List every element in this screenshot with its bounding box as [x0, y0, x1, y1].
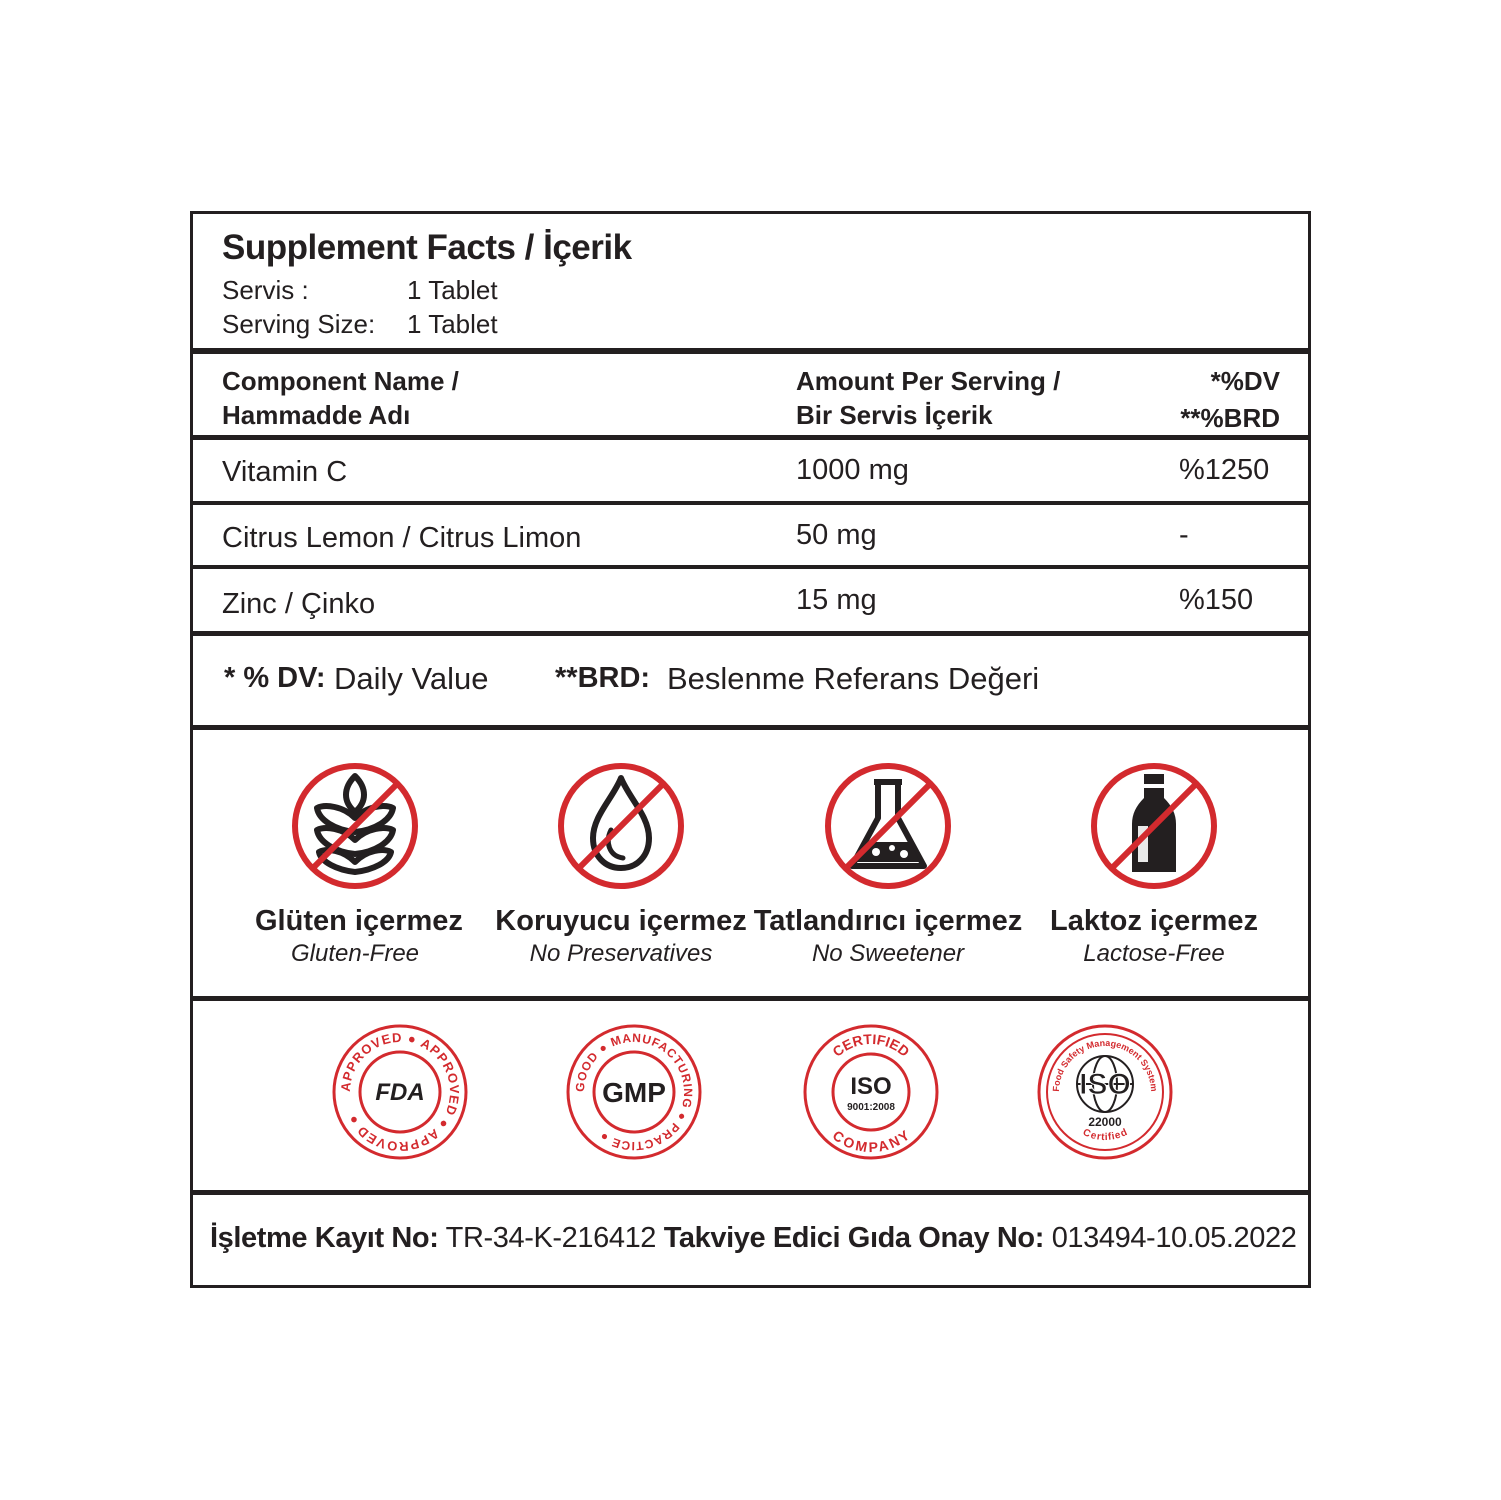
- row-citrus-lemon-amount: 50 mg: [796, 519, 877, 551]
- lactose-free-label-en: Lactose-Free: [1083, 940, 1225, 967]
- registration-line: [210, 1224, 1296, 1253]
- row-vitamin-c-dv: %1250: [1179, 454, 1270, 486]
- no-sweetener-label-en: No Sweetener: [811, 940, 965, 967]
- divider: [193, 1190, 1308, 1195]
- svg-text:GMP: GMP: [602, 1077, 666, 1108]
- footnote-brd-key: **BRD:: [555, 662, 651, 694]
- col-header-brd: **%BRD: [1180, 403, 1280, 433]
- svg-text:22000: 22000: [1088, 1115, 1122, 1129]
- no-preservatives-label-en: No Preservatives: [529, 940, 713, 967]
- panel-title: Supplement Facts / İçerik: [222, 228, 632, 267]
- col-header-name: Component Name /: [222, 366, 459, 396]
- col-header-dv: *%DV: [1210, 366, 1280, 396]
- registration-number: TR-34-K-216412: [445, 1222, 657, 1254]
- row-vitamin-c-name: Vitamin C: [222, 456, 348, 488]
- drop-icon: [553, 758, 689, 894]
- col-header-amount-tr: Bir Servis İçerik: [796, 400, 993, 430]
- gluten-free-label-tr: Glüten içermez: [255, 905, 463, 937]
- iso-9001-seal-icon: [801, 1022, 941, 1162]
- bottle-icon: [1086, 758, 1222, 894]
- svg-text:Certified: Certified: [1081, 1127, 1130, 1144]
- supplement-facts-panel: [190, 211, 1311, 1288]
- row-zinc-name: Zinc / Çinko: [222, 588, 376, 620]
- col-header-amount: Amount Per Serving /: [796, 366, 1061, 396]
- svg-text:Food Safety Management System: Food Safety Management System: [1050, 1037, 1160, 1092]
- divider: [193, 631, 1308, 636]
- flask-icon: [820, 758, 956, 894]
- divider: [193, 725, 1308, 730]
- serving-tr-value: 1 Tablet: [407, 275, 498, 305]
- no-sweetener-label-tr: Tatlandırıcı içermez: [753, 905, 1023, 937]
- fda-seal-icon: [330, 1022, 470, 1162]
- svg-text:ISO: ISO: [1079, 1068, 1131, 1101]
- no-preservatives-label-tr: Koruyucu içermez: [495, 905, 747, 937]
- row-vitamin-c-amount: 1000 mg: [796, 454, 909, 486]
- row-citrus-lemon-name: Citrus Lemon / Citrus Limon: [222, 522, 582, 554]
- footnote-dv-key: * % DV:: [224, 662, 326, 694]
- gluten-free-label-en: Gluten-Free: [290, 940, 420, 967]
- svg-text:GOOD ● MANUFACTURING ● PRACTIC: GOOD ● MANUFACTURING ● PRACTICE ●: [572, 1030, 696, 1154]
- divider: [193, 501, 1308, 505]
- row-citrus-lemon-dv: -: [1179, 519, 1189, 551]
- serving-en-label: Serving Size:: [222, 309, 376, 339]
- footnote-brd-text: Beslenme Referans Değeri: [667, 661, 1040, 696]
- row-zinc-dv: %150: [1179, 584, 1254, 616]
- registration-label: İşletme Kayıt No:: [210, 1222, 439, 1254]
- lactose-free-label-tr: Laktoz içermez: [1050, 905, 1258, 937]
- divider: [193, 348, 1308, 354]
- svg-text:CERTIFIED: CERTIFIED: [829, 1030, 913, 1060]
- svg-text:FDA: FDA: [375, 1079, 425, 1106]
- serving-tr-label: Servis :: [222, 275, 309, 305]
- serving-en-value: 1 Tablet: [407, 309, 498, 339]
- svg-text:ISO: ISO: [850, 1073, 892, 1100]
- gmp-seal-icon: [564, 1022, 704, 1162]
- approval-number: 013494-10.05.2022: [1051, 1222, 1297, 1254]
- iso-22000-seal-icon: [1035, 1022, 1175, 1162]
- divider: [193, 565, 1308, 569]
- row-zinc-amount: 15 mg: [796, 584, 877, 616]
- col-header-name-tr: Hammadde Adı: [222, 400, 411, 430]
- svg-text:APPROVED ● APPROVED ● APPROVED: APPROVED ● APPROVED ● APPROVED ●: [337, 1029, 463, 1155]
- divider: [193, 996, 1308, 1001]
- footnote-dv-text: Daily Value: [334, 661, 489, 696]
- divider: [193, 435, 1308, 440]
- svg-text:COMPANY: COMPANY: [829, 1126, 913, 1156]
- wheat-icon: [287, 758, 423, 894]
- approval-label: Takviye Edici Gıda Onay No:: [663, 1222, 1045, 1254]
- svg-text:9001:2008: 9001:2008: [847, 1102, 895, 1113]
